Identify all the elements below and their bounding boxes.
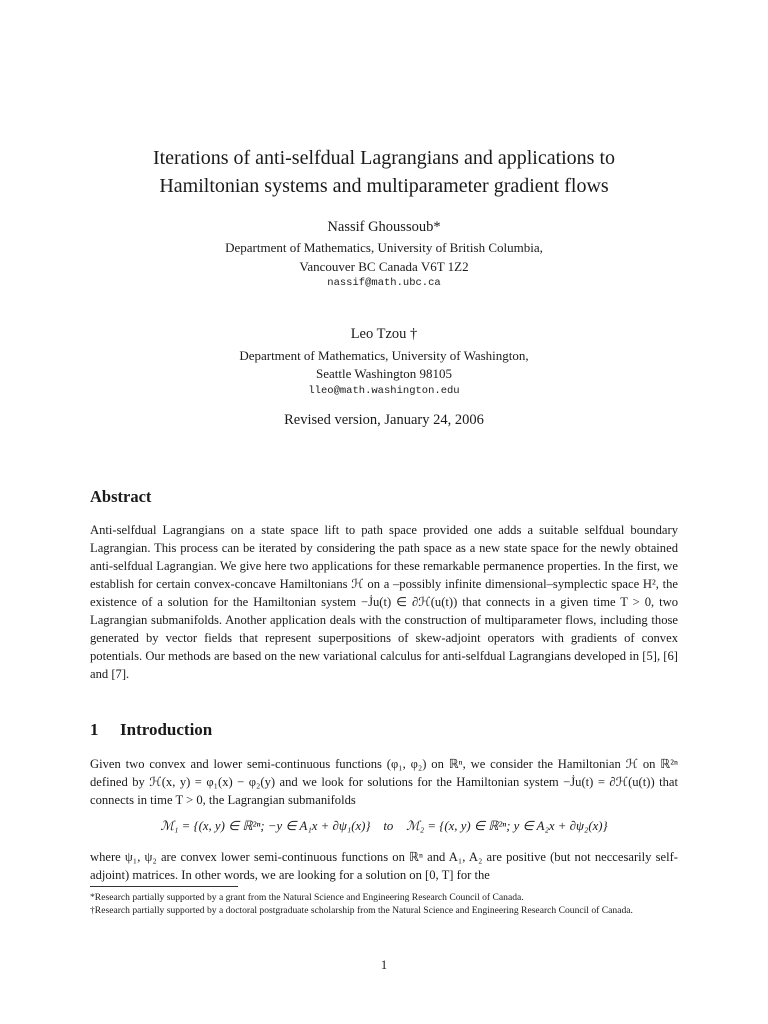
- intro-paragraph-2: where ψ₁, ψ₂ are convex lower semi-continuous functions on ℝⁿ and A₁, A₂ are positive (but not neccesarily self-adjoint) matrices. In other words, we are looking for a solution on [0, T] for the: [90, 850, 678, 882]
- author1-name: Nassif Ghoussoub*: [327, 219, 441, 235]
- author1-affiliation-line1: Department of Mathematics, University of British Columbia,: [225, 240, 543, 255]
- section-number: 1: [90, 720, 99, 739]
- revision-date: Revised version, January 24, 2006: [284, 412, 484, 428]
- intro-paragraph-1: Given two convex and lower semi-continuous functions (φ₁, φ₂) on ℝⁿ, we consider the Hamiltonian ℋ on ℝ²ⁿ defined by ℋ(x, y) = φ₁(x) − φ₂(y) and we look for solutions for the Hamiltonian system −J̇u(t) = ∂ℋ(u(t)) that connects in time T > 0, the Lagrangian submanifolds: [90, 757, 678, 807]
- author1-email: nassif@math.ubc.ca: [327, 277, 441, 289]
- author1-affiliation-line2: Vancouver BC Canada V6T 1Z2: [299, 259, 469, 274]
- paper-title: [90, 144, 678, 200]
- author2-affiliation-line1: Department of Mathematics, University of Washington,: [239, 348, 529, 363]
- section-heading-introduction: [90, 720, 212, 740]
- title-line-2: Hamiltonian systems and multiparameter gradient flows: [159, 175, 609, 197]
- page-number: 1: [380, 958, 388, 972]
- footnotes: [90, 891, 678, 917]
- lagrangian-submanifolds-equation: ℳ₁ = {(x, y) ∈ ℝ²ⁿ; −y ∈ A₁x + ∂ψ₁(x)} to ℳ₂ = {(x, y) ∈ ℝ²ⁿ; y ∈ A₂x + ∂ψ₂(x)}: [160, 819, 608, 833]
- abstract-text: Anti-selfdual Lagrangians on a state space lift to path space provided one adds a suitable selfdual boundary Lagrangian. This process can be iterated by considering the path space as a new state space for the newly obtained anti-selfdual Lagrangian. We give here two applications for these remarkable permanence properties. In the first, we establish for certain convex-concave Hamiltonians ℋ on a –possibly infinite dimensional–symplectic space H², the existence of a solution for the Hamiltonian system −J̇u(t) ∈ ∂ℋ(u(t)) that connects in a given time T > 0, two Lagrangian submanifolds. Another application deals with the construction of multiparameter flows, including those generated by vector fields that represent superpositions of skew-adjoint operators with gradients of convex potentials. Our methods are based on the new variational calculus for anti-selfdual Lagrangians developed in [5], [6] and [7].: [90, 523, 678, 681]
- footnote-2: †Research partially supported by a doctoral postgraduate scholarship from the Natural Science and Engineering Research Council of Canada.: [90, 905, 633, 916]
- author2-affiliation-line2: Seattle Washington 98105: [316, 366, 452, 381]
- author2-name: Leo Tzou †: [350, 326, 418, 342]
- section-title: Introduction: [120, 720, 213, 739]
- footnote-rule: [90, 886, 238, 887]
- abstract-heading: Abstract: [90, 487, 152, 506]
- footnote-1: *Research partially supported by a grant from the Natural Science and Engineering Research Council of Canada.: [90, 892, 524, 903]
- author2-email: lleo@math.washington.edu: [308, 385, 460, 397]
- title-line-1: Iterations of anti-selfdual Lagrangians and applications to: [152, 147, 616, 169]
